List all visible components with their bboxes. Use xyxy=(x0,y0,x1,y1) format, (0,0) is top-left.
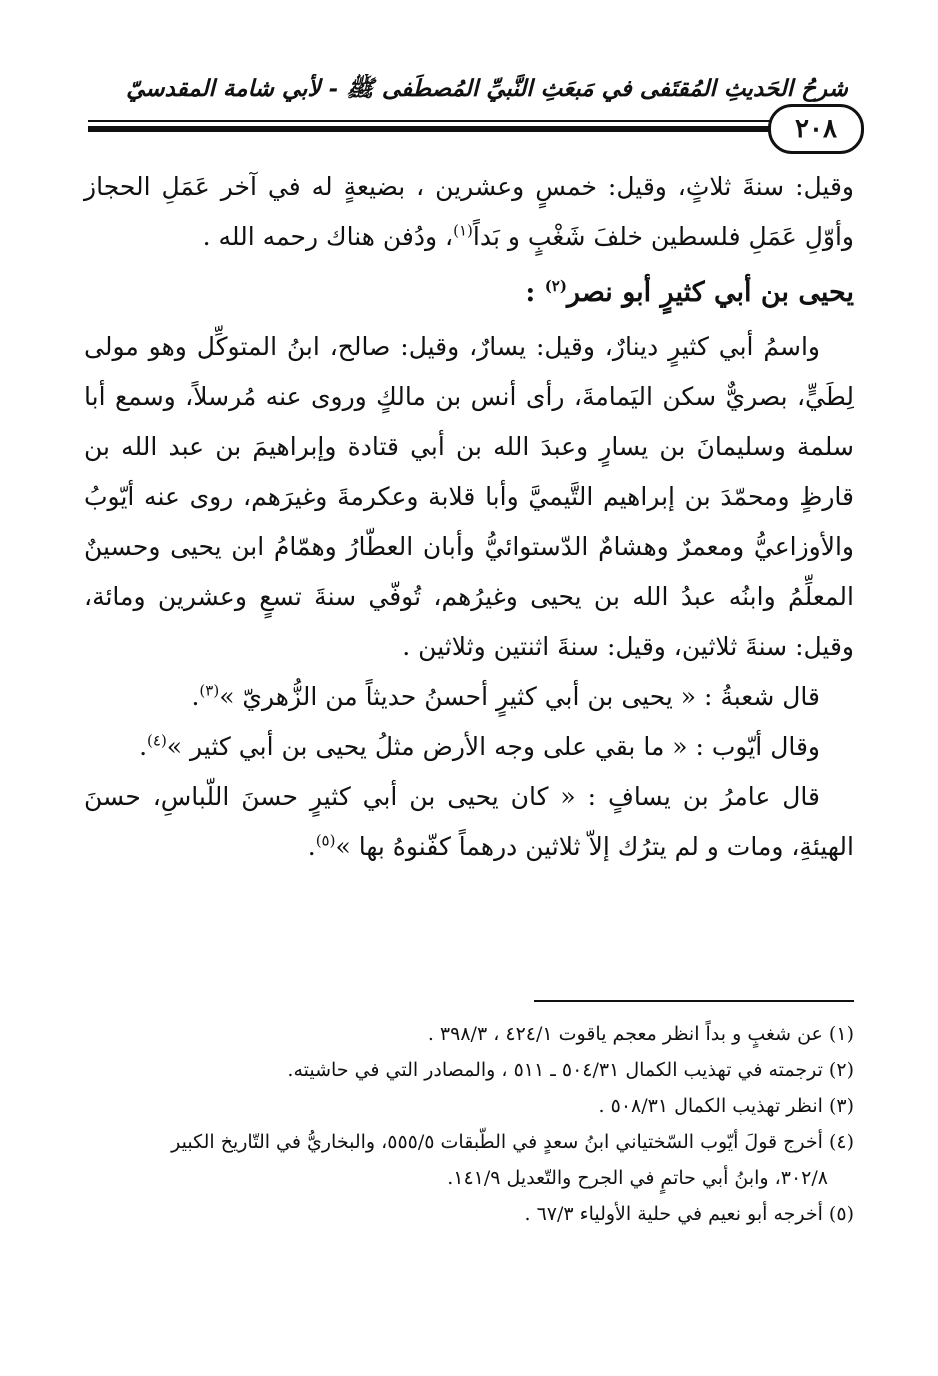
quote-ayyub-text: وقال أيّوب : « ما بقي على وجه الأرض مثلُ يحيى بن أبي كثير » xyxy=(166,732,820,761)
header-rule-thin xyxy=(88,120,788,122)
section-heading-text: يحيى بن أبي كثيرٍ أبو نصر xyxy=(566,277,854,308)
quote-shuba xyxy=(84,672,854,722)
footnote-ref-1: (١) xyxy=(453,221,473,240)
running-title: شرحُ الحَديثِ المُقتَفى في مَبعَثِ النَّبيِّ المُصطَفى ﷺ - لأبي شامة المقدسيّ xyxy=(126,75,848,102)
footnote-separator xyxy=(534,1000,854,1002)
footnote-ref-2: (٢) xyxy=(544,277,567,295)
footnote-5: (٥) أخرجه أبو نعيم في حلية الأولياء ٦٧/٣ . xyxy=(524,1203,854,1225)
section-heading-tail: : xyxy=(525,277,545,308)
footnote-1: (١) عن شغبٍ و بداً انظر معجم ياقوت ٤٢٤/١ ، ٣٩٨/٣ . xyxy=(427,1023,854,1045)
quote-amir-period: . xyxy=(307,832,316,861)
page-number: ٢٠٨ xyxy=(768,104,864,154)
paragraph-biography: واسمُ أبي كثيرٍ دينارٌ، وقيل: يسارٌ، وقيل: صالح، ابنُ المتوكِّل وهو مولى لِطَيٍّ، بصريٌّ سكن اليَمامةَ، رأى أنس بن مالكٍ وروى عنه مُرسلاً، وسمع أبا سلمة وسليمانَ بن يسارٍ وعبدَ الله بن أبي قتادة وإبراهيمَ بن عبد الله بن قارظٍ ومحمّدَ بن إبراهيم التَّيميَّ وأبا قلابة وعكرمةَ وغيرَهم، روى عنه أيّوبُ والأوزاعيُّ ومعمرٌ وهشامٌ الدّستوائيُّ وأبان العطّارُ وهمّامُ ابن يحيى وحسينٌ المعلِّمُ وابنُه عبدُ الله بن يحيى وغيرُهم، تُوفّي سنةَ تسعٍ وعشرين ومائة، وقيل: سنةَ ثلاثين، وقيل: سنةَ اثنتين وثلاثين . xyxy=(84,332,854,661)
quote-shuba-period: . xyxy=(191,682,200,711)
footnote-4-continued: ٣٠٢/٨، وابنُ أبي حاتمٍ في الجرح والتّعديل ١٤١/٩. xyxy=(447,1167,828,1189)
header-rule-thick xyxy=(88,126,788,132)
quote-shuba-text: قال شعبةُ : « يحيى بن أبي كثيرٍ أحسنُ حديثاً من الزُّهريّ » xyxy=(219,682,820,711)
footnotes xyxy=(84,1016,854,1232)
quote-ayyub-period: . xyxy=(139,732,148,761)
quote-amir xyxy=(84,772,854,872)
paragraph-intro xyxy=(84,162,854,262)
paragraph-intro-text: وقيل: سنةَ ثلاثٍ، وقيل: خمسٍ وعشرين ، بضيعةٍ له في آخر عَمَلِ الحجاز وأوّلِ عَمَلِ فلسطين خلفَ شَغْبٍ و بَداً xyxy=(84,172,854,251)
section-heading xyxy=(84,268,854,318)
quote-ayyub xyxy=(84,722,854,772)
footnote-2: (٢) ترجمته في تهذيب الكمال ٥٠٤/٣١ ـ ٥١١ ، والمصادر التي في حاشيته. xyxy=(287,1059,854,1081)
footnote-ref-3: (٣) xyxy=(199,681,220,700)
footnote-ref-4: (٤) xyxy=(147,731,167,750)
footnote-ref-5: (٥) xyxy=(315,831,336,850)
paragraph-intro-tail: ، ودُفن هناك رحمه الله . xyxy=(202,222,454,251)
body-text xyxy=(84,162,854,872)
footnote-4: (٤) أخرج قولَ أيّوب السّختياني ابنُ سعدٍ في الطّبقات ٥٥٥/٥، والبخاريُّ في التّاريخ الكبير xyxy=(171,1131,854,1153)
footnote-3: (٣) انظر تهذيب الكمال ٥٠٨/٣١ . xyxy=(598,1095,854,1117)
quote-amir-text: قال عامرُ بن يسافٍ : « كان يحيى بن أبي كثيرٍ حسنَ اللّباسِ، حسنَ الهيئةِ، ومات و لم يترُك إلاّ ثلاثين درهماً كفّنوهُ بها » xyxy=(84,782,854,861)
